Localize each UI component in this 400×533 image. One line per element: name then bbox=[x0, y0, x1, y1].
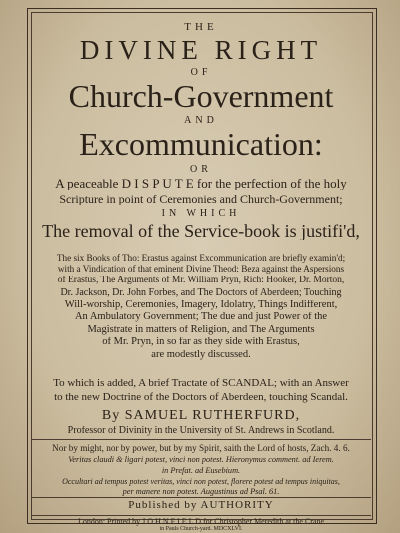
title-of: OF bbox=[190, 68, 212, 78]
epigraph-line: Veritas claudi & ligari potest, vinci non potest. Hieronymus comment. ad Ierem. bbox=[68, 456, 334, 465]
title-divine-right: DIVINE RIGHT bbox=[79, 37, 323, 64]
addition-line: to the new Doctrine of the Doctors of Aberdeen, touching Scandal. bbox=[54, 392, 348, 403]
epigraph-line: per manere non potest. Augustinus ad Psal. 61. bbox=[122, 487, 280, 496]
epigraph-line: Occultari ad tempus potest veritas, vinci non potest, florere potest ad tempus iniquitas, bbox=[62, 477, 340, 486]
title-church-government: Church-Government bbox=[68, 80, 334, 112]
subtitle-peaceable: A peaceable D I S P U T E for the perfection of the holy bbox=[55, 177, 347, 190]
divider-bottom bbox=[31, 515, 371, 516]
description-line: with a Vindication of that eminent Divine Theod: Beza against the Aspersions bbox=[57, 265, 345, 275]
subtitle-in-which: IN WHICH bbox=[161, 209, 241, 219]
imprint-block bbox=[33, 518, 369, 526]
author-block bbox=[33, 409, 369, 436]
published-line: Published by AUTHORITY bbox=[128, 500, 274, 511]
epigraph-line: Nor by might, nor by power, but by my Spirit, saith the Lord of hosts, Zach. 4. 6. bbox=[52, 444, 350, 453]
imprint-line: in Pauls Church-yard. MDCXLVI. bbox=[159, 526, 243, 532]
subtitle-scripture: Scripture in point of Ceremonies and Church-Government; bbox=[59, 193, 343, 205]
imprint-line: London: Printed by J O H N F I E L D for Christopher Meredith at the Crane bbox=[77, 518, 325, 526]
title-the: THE bbox=[184, 22, 218, 33]
subtitle-removal: The removal of the Service-book is justifi'd, bbox=[42, 222, 360, 240]
divider-top bbox=[31, 439, 371, 440]
divider-middle bbox=[31, 497, 371, 498]
title-or: OR bbox=[190, 165, 212, 175]
addition-line: To which is added, A brief Tractate of SCANDAL; with an Answer bbox=[53, 378, 349, 389]
title-block bbox=[33, 14, 369, 240]
description-line: An Ambulatory Government; The due and just Power of the bbox=[74, 312, 328, 323]
description-block bbox=[33, 254, 369, 360]
description-line: Magistrate in matters of Religion, and The Arguments bbox=[87, 324, 315, 335]
imprint-block-2 bbox=[33, 526, 369, 532]
epigraph-line: in Prefat. ad Eusebium. bbox=[161, 466, 241, 475]
description-line: of Mr. Pryn, in so far as they side with Erastus, bbox=[102, 337, 300, 348]
description-line: are modestly discussed. bbox=[151, 349, 251, 360]
addition-block bbox=[33, 378, 369, 403]
published-block bbox=[33, 500, 369, 511]
description-line: Will-worship, Ceremonies, Imagery, Idolatry, Things Indifferent, bbox=[64, 299, 338, 310]
description-line: The six Books of Tho: Erastus against Excommunication are briefly examin'd; bbox=[56, 254, 346, 263]
description-line: Dr. Jackson, Dr. John Forbes, and The Doctors of Aberdeen; Touching bbox=[60, 287, 342, 298]
title-excommunication: Excommunication: bbox=[79, 128, 323, 160]
author-name: By SAMUEL RUTHERFURD, bbox=[101, 409, 301, 423]
description-line: of Erastus, The Arguments of Mr. William Pryn, Rich: Hooker, Dr. Morton, bbox=[57, 276, 345, 286]
author-title: Professor of Divinity in the University of St. Andrews in Scotland. bbox=[67, 426, 335, 436]
epigraph-block bbox=[33, 444, 369, 496]
title-and: AND bbox=[184, 116, 218, 126]
